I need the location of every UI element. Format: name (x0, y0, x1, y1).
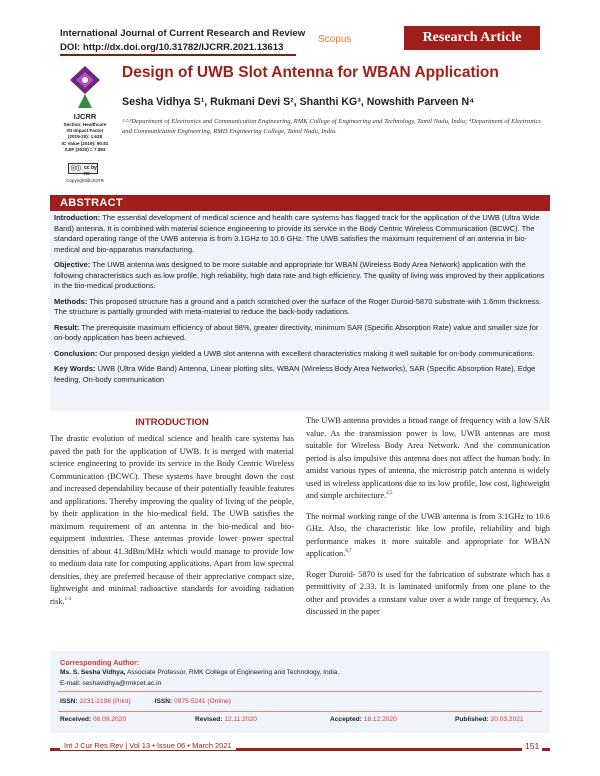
footer-citation: Int J Cur Res Rev | Vol 13 • Issue 06 • March 2021 (60, 741, 236, 750)
left-column (50, 433, 294, 616)
metric-line: Section: Healthcare (63, 122, 107, 127)
paragraph (306, 415, 550, 503)
issn-label: ISSN: (60, 698, 78, 705)
abstract-keywords (54, 364, 546, 385)
paragraph-text: The UWB antenna provides a broad range of frequency with a low SAR value. As the transmission power is low, UWB antennas are most suitable for Wireless Body Area Network. And the communication period is also impulsive this antenna does not affect the human body. In amidst various types of antenna, the microstrip patch antenna is widely used in wireless applications due to its low profile, low cost, lightweight and simple architecture. (306, 416, 550, 501)
issn-print: 2231-2196 (Print) (79, 698, 131, 705)
abstract-objective (54, 260, 546, 292)
date-label: Accepted: (330, 716, 362, 723)
header-rule (60, 54, 296, 56)
journal-logo (68, 64, 102, 110)
author-email[interactable]: E-mail: seshavidhya@rmkcet.ac.in (60, 680, 162, 687)
date-label: Received: (60, 716, 92, 723)
affiliations: ¹·²·³Department of Electronics and Communication Engineering, RMK College of Engineering and Technology, Tamil Nadu, India; ⁴Department of Electronics and Communication Engineering, RMD Engineering College, Tamil Nadu, India. (122, 118, 541, 136)
citation-ref[interactable]: 6,7 (345, 549, 352, 555)
section-label: Objective: (54, 260, 91, 269)
article-title: Design of UWB Slot Antenna for WBAN Application (122, 64, 499, 81)
section-label: Conclusion: (54, 348, 98, 358)
corresponding-heading: Corresponding Author: (60, 658, 140, 667)
section-label: Result: (54, 322, 80, 332)
issn-label: ISSN: (154, 698, 173, 705)
citation-ref[interactable]: 1-3 (64, 596, 72, 602)
copyright: Copyright@IJCRR (66, 178, 104, 183)
journal-name: International Journal of Current Research and Review (60, 28, 306, 39)
abstract-heading: ABSTRACT (60, 197, 123, 209)
date-label: Published: (455, 716, 489, 723)
date-value: 18.12.2020 (363, 716, 397, 723)
abstract-box (50, 211, 550, 411)
section-text: Our proposed design yielded a UWB slot antenna with excellent characteristics making it well suitable for on-body communications. (97, 348, 535, 358)
section-label: Key Words: (54, 364, 96, 373)
corresponding-author-box (50, 651, 550, 733)
date-value: 20.03.2021 (490, 716, 524, 723)
revised-date (195, 716, 257, 723)
section-text: The UWB antenna was designed to be more suitable and appropriate for WBAN (Wireless Body Area Network) application with the following characteristics such as low profile, high reliability, high data rate and high efficiency. The quality of living was improved by their applications in the bio-medical productions. (54, 260, 545, 290)
right-column (306, 415, 550, 627)
doi-link[interactable]: DOI: http://dx.doi.org/10.31782/IJCRR.2021.13613 (60, 42, 284, 53)
section-text: UWB (Ultra Wide Band) Antenna, Linear plotting slits, WBAN (Wireless Body Area Networks), SAR (Specific Absorption Rate), Edge feeding, On-body communication (54, 364, 536, 384)
abstract-introduction (54, 213, 546, 255)
paragraph (306, 569, 550, 619)
journal-metrics (54, 122, 116, 153)
metric-line: IC Value (2019): 90.81 (61, 140, 109, 146)
metric-line: (2019-20): 1.628 (67, 134, 103, 140)
issn-online: 0975-5241 (Online) (174, 698, 231, 705)
abstract-conclusion (54, 349, 546, 360)
corresponding-name-line (60, 669, 339, 676)
logo-wordmark: IJCRR (73, 112, 97, 121)
abstract-methods (54, 297, 546, 318)
introduction-heading: INTRODUCTION (135, 417, 209, 428)
paragraph-text: The drastic evolution of medical science and health care systems has paved the path for the application of UWB. It is merged with material science engineering to provide its service in the Body Centric Wireless Communication (BCWC). These systems have brought down the cost and increased dependability because of their potentially feasible features and applications. Thereby improving the quality of living of the people, by their application in the bio-medical field. The UWB satisfies the maximum requirement of an antenna in the bio-medical and bio-equipment industries. These antennas provide lower power spectral densities of about 41.3dBm/MHz which would manage to provide low to medium data rate for computing applications. Apart from low spectral densities, they are preferred because of their appreciative compact size, lightweight and minimal radioactive standards for avoiding radiation risk. (50, 434, 294, 606)
section-text: The essential development of medical science and health care systems has flagged track for the application of the UWB (Ultra Wide Band) antenna. It is combined with material science engineering to provide its service in the Body Centric Wireless Communication (BCWC). The standard operating range of the UWB antenna is from 3.1GHz to 10.6 GHz. The UWB satisfies the maximum requirement of an antenna in bio-medical and bio-apparatus manufacturing. (54, 213, 540, 254)
article-type-badge: Research Article (404, 26, 540, 50)
page-number: 151 (522, 741, 542, 751)
metric-line: SJIF (2020) = 7.893 (64, 146, 106, 152)
divider (58, 691, 542, 692)
accepted-date (330, 716, 397, 723)
received-date (60, 716, 126, 723)
date-value: 08.09.2020 (93, 716, 127, 723)
cc-icon: ⓒⓘ (71, 166, 82, 172)
paragraph-text: Roger Duroid- 5870 is used for the fabrication of substrate which has a permittivity of 2.33. It is laminated uniformly from one plane to the other and provides a constant value over a wide range of frequency. As discussed in the paper (306, 569, 550, 617)
section-text: The prerequisite maximum efficiency of about 98%, greater directivity, minimum SAR (Specific Absorption Rate) value and smaller size for on-body application has been achieved. (54, 322, 539, 342)
author-name: Ms. S. Sesha Vidhya, (60, 669, 126, 676)
paragraph (50, 433, 294, 608)
abstract-header-bar (50, 195, 550, 211)
published-date (455, 716, 524, 723)
issn-line (60, 698, 231, 705)
paragraph (306, 511, 550, 561)
cc-license-badge[interactable] (68, 163, 98, 177)
citation-ref[interactable]: 4,5 (386, 491, 393, 497)
author-list: Sesha Vidhya S¹, Rukmani Devi S², Shanthi KG³, Nowshith Parveen N⁴ (122, 96, 475, 108)
section-label: Introduction: (54, 213, 101, 222)
metric-line: ISI Impact Factor (66, 128, 104, 134)
divider (58, 711, 542, 712)
license-text: cc by nc (84, 165, 97, 177)
date-value: 12.11.2020 (224, 716, 257, 723)
abstract-result (54, 323, 546, 344)
date-label: Revised: (195, 716, 223, 723)
author-role: Associate Professor, RMK College of Engineering and Technology, India. (125, 669, 340, 676)
scopus-label: Scopus (318, 34, 352, 45)
paragraph-text: The normal working range of the UWB antenna is from 3.1GHz to 10.6 GHz. Also, the characteristic like low profile, reliability and high performance makes it more suitable and appropriate for WBAN application. (306, 511, 550, 559)
section-label: Methods: (54, 296, 88, 306)
section-text: This proposed structure has a ground and a patch scratched over the surface of the Roger Duroid-5870 substrate with 1.6mm thickness. The structure is partially grounded with meta-material to reduce the back-body radiations. (54, 296, 542, 316)
